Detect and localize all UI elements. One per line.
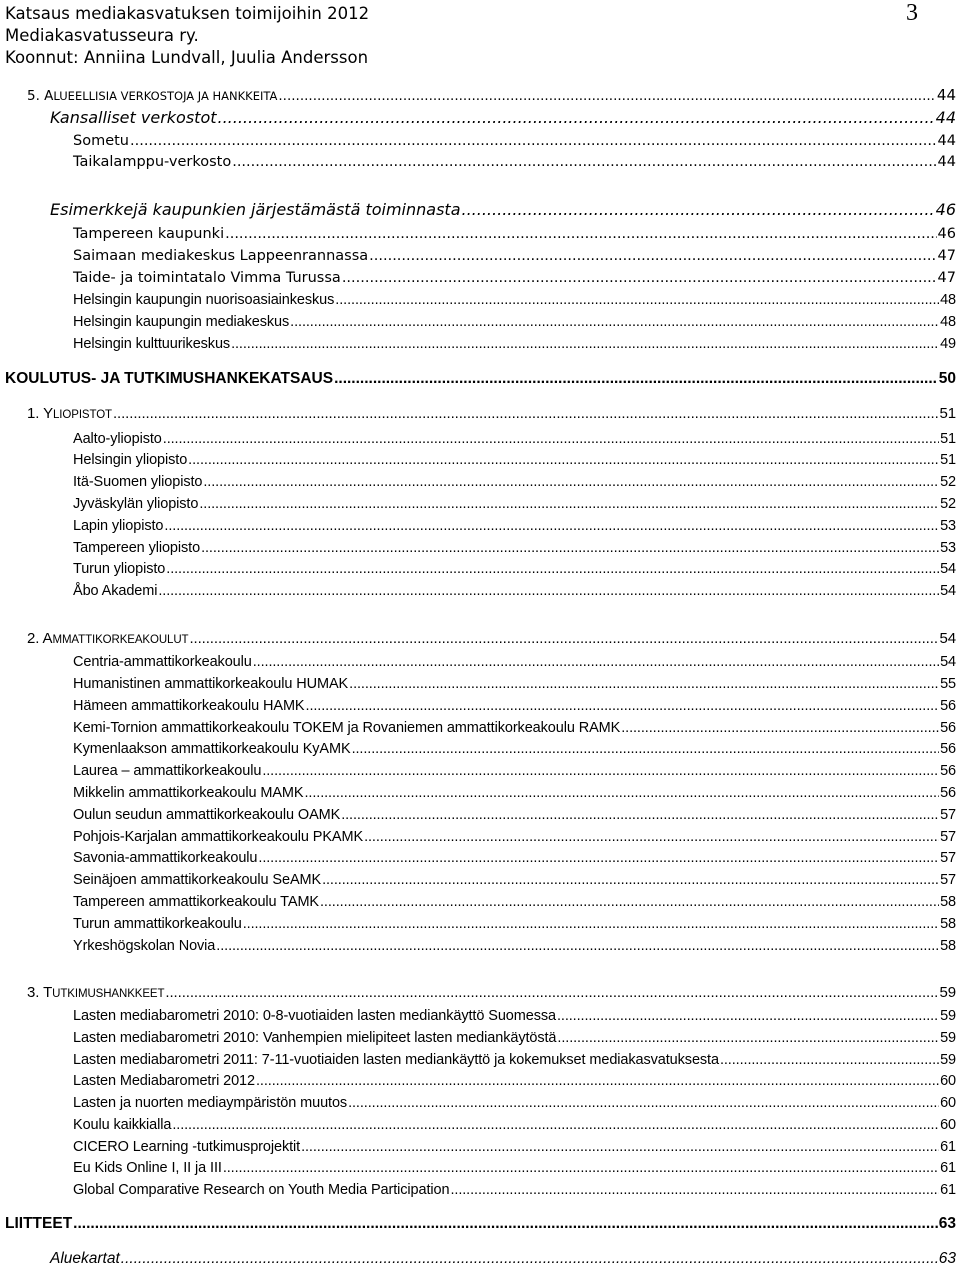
toc-entry-university[interactable]: Itä-Suomen yliopisto ..... 52: [73, 474, 956, 490]
toc-entry-hki-mediakeskus[interactable]: Helsingin kaupungin mediakeskus ..... 48: [73, 314, 956, 330]
toc-entry-koulutus[interactable]: KOULUTUS- JA TUTKIMUSHANKEKATSAUS ..... 50: [5, 370, 956, 388]
toc-entry-amk[interactable]: Seinäjoen ammattikorkeakoulu SeAMK ..... 57: [73, 872, 956, 888]
toc-entry-amk[interactable]: Yrkeshögskolan Novia ..... 58: [73, 938, 956, 954]
toc-entry-tutkimushankkeet[interactable]: 3. TUTKIMUSHANKKEET ..... 59: [27, 984, 956, 1001]
toc-entry-amk[interactable]: Pohjois-Karjalan ammattikorkeakoulu PKAMK ..... 57: [73, 829, 956, 845]
toc-entry-kansalliset[interactable]: Kansalliset verkostot ..... 44: [50, 108, 956, 127]
toc-entry-amk[interactable]: Hämeen ammattikorkeakoulu HAMK ..... 56: [73, 698, 956, 714]
toc-entry-amk[interactable]: Humanistinen ammattikorkeakoulu HUMAK ..... 55: [73, 676, 956, 692]
toc-entry-amk[interactable]: Savonia-ammattikorkeakoulu ..... 57: [73, 850, 956, 866]
toc-entry-university[interactable]: Lapin yliopisto ..... 53: [73, 518, 956, 534]
toc-entry-amk[interactable]: Kymenlaakson ammattikorkeakoulu KyAMK ..... 56: [73, 741, 956, 757]
publisher: Mediakasvatusseura ry.: [5, 26, 199, 45]
toc-entry-university[interactable]: Helsingin yliopisto ..... 51: [73, 452, 956, 468]
toc-entry-amk[interactable]: Tampereen ammattikorkeakoulu TAMK ..... 58: [73, 894, 956, 910]
toc-entry-sometu[interactable]: Sometu ..... 44: [73, 133, 956, 149]
toc-entry-taide-vimma[interactable]: Taide- ja toimintatalo Vimma Turussa ..... 47: [73, 270, 956, 286]
toc-entry-research[interactable]: Lasten mediabarometri 2011: 7-11-vuotiaiden lasten mediankäyttö ja kokemukset mediakasvatuksesta ..... 59: [73, 1052, 956, 1068]
document-title: Katsaus mediakasvatuksen toimijoihin 2012: [5, 4, 370, 23]
toc-entry-section-5[interactable]: 5. ALUEELLISIA VERKOSTOJA JA HANKKEITA ..... 44: [27, 86, 956, 104]
toc-entry-university[interactable]: Tampereen yliopisto ..... 53: [73, 540, 956, 556]
toc-entry-research[interactable]: Global Comparative Research on Youth Media Participation ..... 61: [73, 1182, 956, 1198]
toc-entry-ammattikorkeakoulut[interactable]: 2. AMMATTIKORKEAKOULUT ..... 54: [27, 630, 956, 647]
toc-entry-amk[interactable]: Kemi-Tornion ammattikorkeakoulu TOKEM ja Rovaniemen ammattikorkeakoulu RAMK ..... 56: [73, 720, 956, 736]
toc-entry-amk[interactable]: Mikkelin ammattikorkeakoulu MAMK ..... 56: [73, 785, 956, 801]
toc-entry-amk[interactable]: Centria-ammattikorkeakoulu ..... 54: [73, 654, 956, 670]
toc-entry-research[interactable]: Eu Kids Online I, II ja III ..... 61: [73, 1160, 956, 1176]
toc-entry-research[interactable]: Lasten ja nuorten mediaympäristön muutos ..... 60: [73, 1095, 956, 1111]
toc-entry-research[interactable]: Lasten mediabarometri 2010: Vanhempien mielipiteet lasten mediankäytöstä ..... 59: [73, 1030, 956, 1046]
toc-entry-amk[interactable]: Oulun seudun ammattikorkeakoulu OAMK ..... 57: [73, 807, 956, 823]
toc-entry-university[interactable]: Turun yliopisto ..... 54: [73, 561, 956, 577]
toc-entry-amk[interactable]: Laurea – ammattikorkeakoulu ..... 56: [73, 763, 956, 779]
compilers: Koonnut: Anniina Lundvall, Juulia Andersson: [5, 48, 369, 67]
toc-entry-amk[interactable]: Turun ammattikorkeakoulu ..... 58: [73, 916, 956, 932]
toc-entry-hki-nuoriso[interactable]: Helsingin kaupungin nuorisoasiainkeskus ..... 48: [73, 292, 956, 308]
toc-entry-hki-kulttuurikeskus[interactable]: Helsingin kulttuurikeskus ..... 49: [73, 336, 956, 352]
toc-entry-esimerkkeja[interactable]: Esimerkkejä kaupunkien järjestämästä toiminnasta ..... 46: [50, 200, 956, 219]
toc-entry-liitteet[interactable]: LIITTEET ..... 63: [5, 1215, 956, 1233]
toc-entry-yliopistot[interactable]: 1. YLIOPISTOT ..... 51: [27, 405, 956, 422]
toc-entry-tampereen-kaupunki[interactable]: Tampereen kaupunki ..... 46: [73, 226, 956, 242]
toc-entry-research[interactable]: Koulu kaikkialla ..... 60: [73, 1117, 956, 1133]
toc-entry-research[interactable]: CICERO Learning -tutkimusprojektit ..... 61: [73, 1139, 956, 1155]
toc-entry-university[interactable]: Aalto-yliopisto ..... 51: [73, 431, 956, 447]
toc-entry-saimaan-mediakeskus[interactable]: Saimaan mediakeskus Lappeenrannassa ..... 47: [73, 248, 956, 264]
toc-entry-university[interactable]: Jyväskylän yliopisto ..... 52: [73, 496, 956, 512]
toc-entry-research[interactable]: Lasten mediabarometri 2010: 0-8-vuotiaiden lasten mediankäyttö Suomessa ..... 59: [73, 1008, 956, 1024]
toc-entry-research[interactable]: Lasten Mediabarometri 2012 ..... 60: [73, 1073, 956, 1089]
toc-entry-university[interactable]: Åbo Akademi ..... 54: [73, 583, 956, 599]
toc-entry-taikalamppu[interactable]: Taikalamppu-verkosto ..... 44: [73, 154, 956, 170]
toc-entry-aluekartat[interactable]: Aluekartat ..... 63: [50, 1250, 956, 1268]
page-number: 3: [906, 0, 918, 26]
